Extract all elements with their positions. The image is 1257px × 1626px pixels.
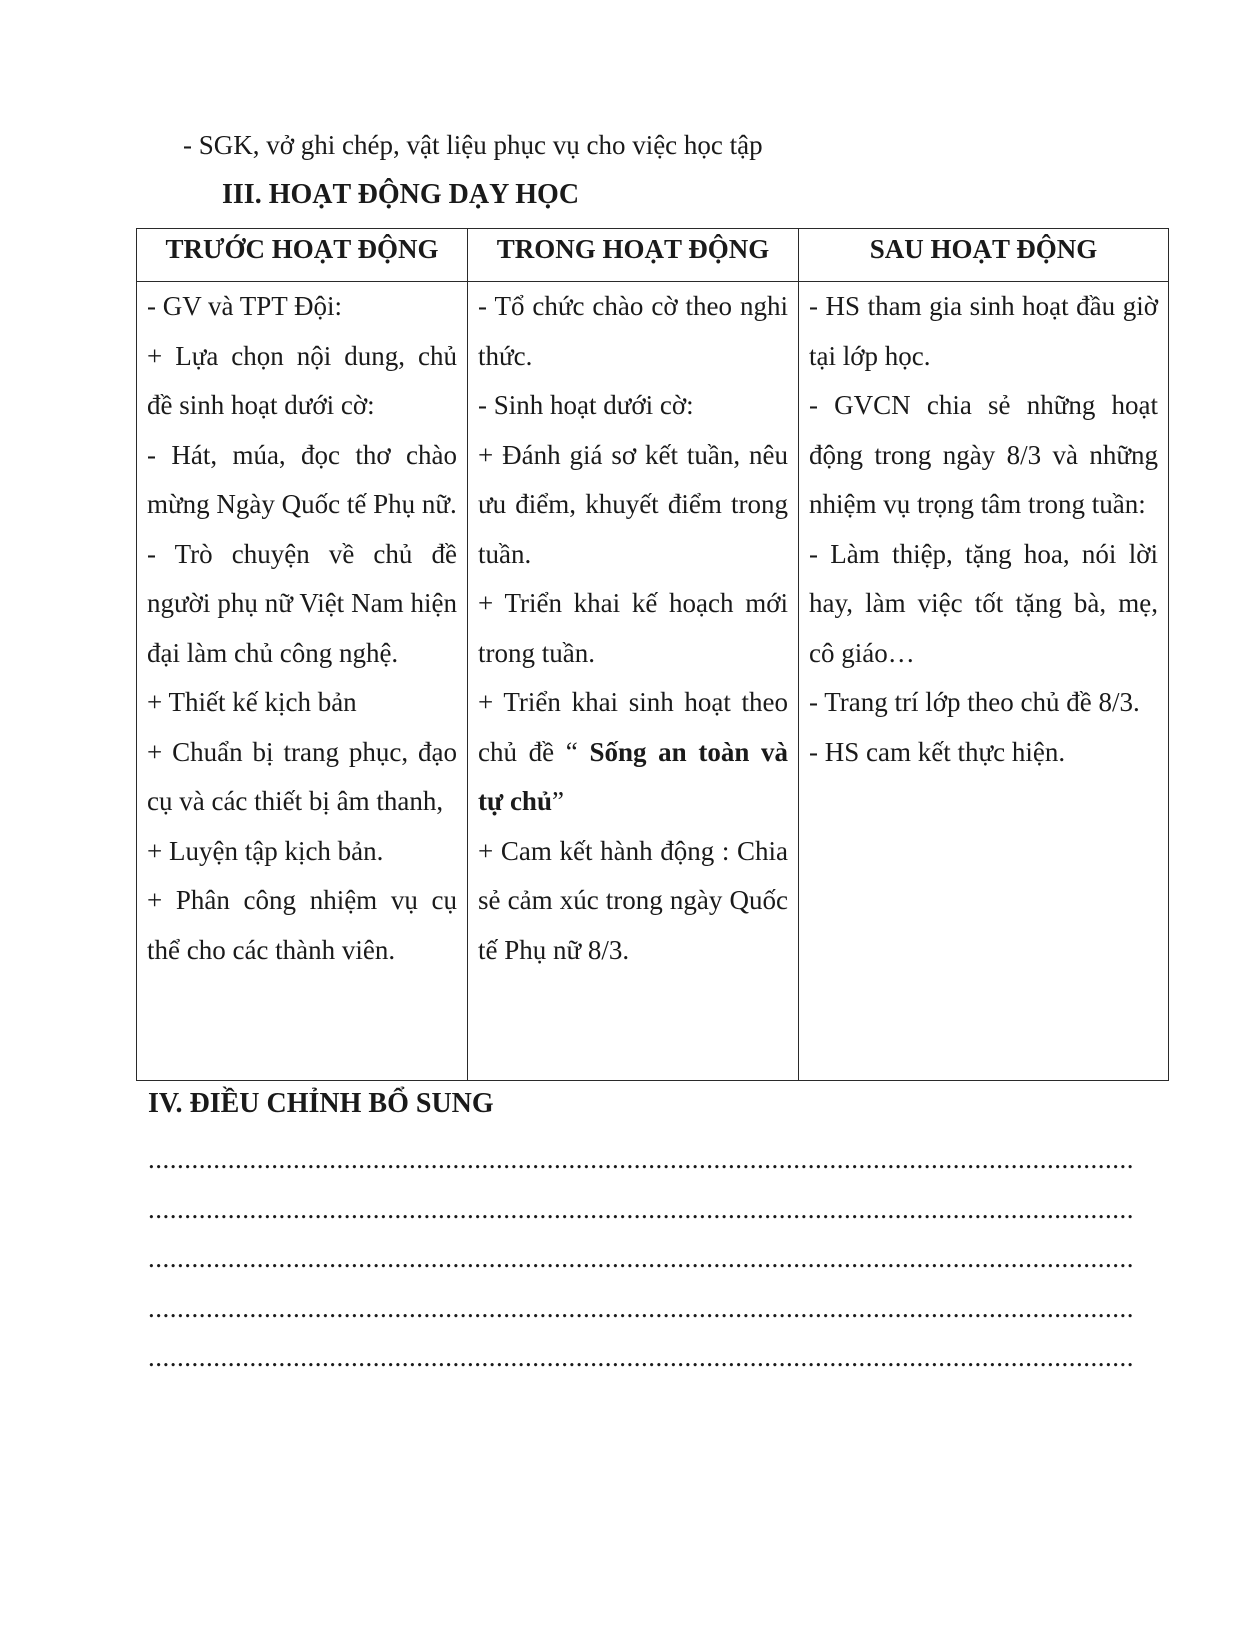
during-item: - Tổ chức chào cờ theo nghi thức. xyxy=(478,291,788,371)
cell-before-activity xyxy=(137,282,468,1081)
cell-during-activity xyxy=(468,282,799,1081)
dotted-line: ........................................................................................................................................ xyxy=(148,1292,1134,1323)
header-during-activity: TRONG HOẠT ĐỘNG xyxy=(468,229,799,282)
after-item: - Trang trí lớp theo chủ đề 8/3. xyxy=(809,687,1140,717)
theme-title: Sống an toàn và tự chủ xyxy=(478,736,789,816)
after-item: - HS tham gia sinh hoạt đầu giờ tại lớp học. xyxy=(809,291,1158,371)
before-item: - Hát, múa, đọc thơ chào mừng Ngày Quốc tế Phụ nữ. xyxy=(147,439,457,519)
section-title-adjustments: IV. ĐIỀU CHỈNH BỔ SUNG xyxy=(148,1088,494,1119)
after-item: - Làm thiệp, tặng hoa, nói lời hay, làm việc tốt tặng bà, mẹ, cô giáo… xyxy=(809,538,1158,668)
before-item: + Luyện tập kịch bản. xyxy=(147,835,384,866)
theme-prefix: + Triển khai sinh hoạt theo chủ đề “ xyxy=(478,687,788,767)
header-after-activity: SAU HOẠT ĐỘNG xyxy=(799,229,1169,282)
dotted-line: ........................................................................................................................................ xyxy=(148,1144,1134,1174)
after-item: - GVCN chia sẻ những hoạt động trong ngày 8/3 và những nhiệm vụ trọng tâm trong tuần: xyxy=(809,390,1158,519)
table-row xyxy=(137,282,1169,1081)
section-title-activities: III. HOẠT ĐỘNG DẠY HỌC xyxy=(222,179,580,210)
theme-suffix: ” xyxy=(551,786,564,816)
before-item: + Chuẩn bị trang phục, đạo cụ và các thiết bị âm thanh, xyxy=(147,736,457,816)
during-item: + Triển khai kế hoạch mới trong tuần. xyxy=(478,588,788,668)
dotted-line: ........................................................................................................................................ xyxy=(148,1193,1134,1224)
table-header-row xyxy=(137,229,1169,282)
dotted-line: ........................................................................................................................................ xyxy=(148,1243,1134,1273)
before-item: + Lựa chọn nội dung, chủ đề sinh hoạt dưới cờ: xyxy=(147,340,457,420)
dotted-line: ........................................................................................................................................ xyxy=(148,1342,1134,1372)
header-before-activity: TRƯỚC HOẠT ĐỘNG xyxy=(137,229,468,282)
cell-after-activity xyxy=(799,282,1169,1081)
before-item: - GV và TPT Đội: xyxy=(147,291,343,321)
during-item: + Cam kết hành động : Chia sẻ cảm xúc trong ngày Quốc tế Phụ nữ 8/3. xyxy=(478,835,788,965)
adjustment-lines xyxy=(148,1135,1158,1383)
activities-table xyxy=(136,228,1169,1081)
during-item: - Sinh hoạt dưới cờ: xyxy=(478,390,694,420)
during-item-theme xyxy=(478,678,788,827)
before-item: + Phân công nhiệm vụ cụ thể cho các thành viên. xyxy=(147,885,457,965)
after-item: - HS cam kết thực hiện. xyxy=(809,736,1066,767)
before-item: - Trò chuyện về chủ đề người phụ nữ Việt Nam hiện đại làm chủ công nghệ. xyxy=(147,538,457,668)
before-item: + Thiết kế kịch bản xyxy=(147,687,357,717)
materials-line: - SGK, vở ghi chép, vật liệu phục vụ cho việc học tập xyxy=(183,130,763,160)
during-item: + Đánh giá sơ kết tuần, nêu ưu điểm, khuyết điểm trong tuần. xyxy=(478,439,788,569)
